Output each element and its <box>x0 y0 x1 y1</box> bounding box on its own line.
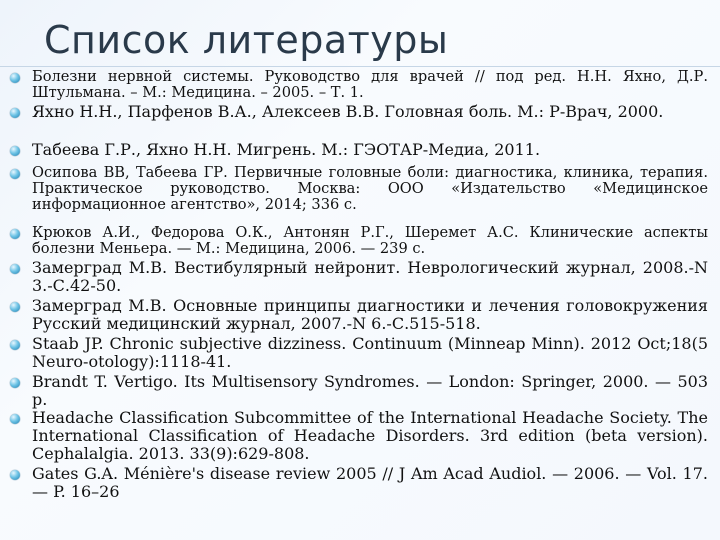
reference-text: Headache Classification Subcommittee of the International Headache Society. The International Classification of Headache Disorders. 3rd edition (beta version). Cephalalgia. 2013. 33(9):629-808. <box>32 409 708 463</box>
reference-text: Brandt T. Vertigo. Its Multisensory Syndromes. — London: Springer, 2000. — 503 p. <box>32 373 708 409</box>
bullet-icon <box>10 414 20 424</box>
reference-item <box>8 465 708 503</box>
reference-item <box>8 373 708 409</box>
reference-text: Осипова ВВ, Табеева ГР. Первичные головные боли: диагностика, клиника, терапия. Практическое руководство. Москва: ООО «Издательство «Медицинское информационное агентство», 2014; 336 с. <box>32 165 708 213</box>
bullet-icon <box>10 378 20 388</box>
title-divider <box>0 66 720 67</box>
bullet-icon <box>10 146 20 156</box>
bullet-icon <box>10 108 20 118</box>
bullet-icon <box>10 340 20 350</box>
reference-item <box>8 103 708 141</box>
reference-text: Staab JP. Chronic subjective dizziness. Continuum (Minneap Minn). 2012 Oct;18(5 Neuro-otology):1118-41. <box>32 335 708 371</box>
reference-item <box>8 69 708 103</box>
bullet-icon <box>10 302 20 312</box>
reference-text: Замерград М.В. Основные принципы диагностики и лечения головокружения Русский медицинский журнал, 2007.-N 6.-С.515-518. <box>32 297 708 333</box>
reference-text: Замерград М.В. Вестибулярный нейронит. Неврологический журнал, 2008.-N 3.-С.42-50. <box>32 259 708 295</box>
reference-text: Болезни нервной системы. Руководство для врачей // под ред. Н.Н. Яхно, Д.Р. Штульмана. – М.: Медицина. – 2005. – Т. 1. <box>32 69 708 101</box>
reference-item <box>8 225 708 259</box>
reference-item <box>8 141 708 165</box>
reference-list <box>8 69 708 503</box>
reference-text: Gates G.A. Ménière's disease review 2005 // J Am Acad Audiol. — 2006. — Vol. 17. — P. 16–26 <box>32 465 708 501</box>
bullet-icon <box>10 73 20 83</box>
reference-item <box>8 409 708 465</box>
reference-item <box>8 297 708 335</box>
reference-text: Яхно Н.Н., Парфенов В.А., Алексеев В.В. Головная боль. М.: Р-Врач, 2000. <box>32 103 664 121</box>
slide-title: Список литературы <box>44 18 449 62</box>
bullet-icon <box>10 169 20 179</box>
bullet-icon <box>10 470 20 480</box>
reference-item <box>8 259 708 297</box>
reference-text: Табеева Г.Р., Яхно Н.Н. Мигрень. М.: ГЭОТАР-Медиа, 2011. <box>32 141 541 159</box>
bullet-icon <box>10 264 20 274</box>
reference-text: Крюков А.И., Федорова О.К., Антонян Р.Г., Шеремет А.С. Клинические аспекты болезни Меньера. — М.: Медицина, 2006. — 239 с. <box>32 225 708 257</box>
bullet-icon <box>10 229 20 239</box>
reference-item <box>8 165 708 225</box>
reference-item <box>8 335 708 373</box>
